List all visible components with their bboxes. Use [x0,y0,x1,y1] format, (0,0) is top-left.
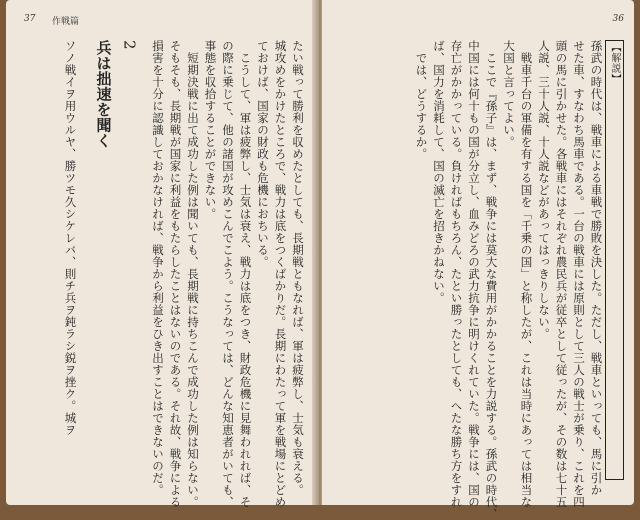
left-page [6,0,318,508]
body-line: 存亡がかかっている。負ければもちろん、たとい勝ったとしても、へたな勝ち方をすれ [449,40,464,508]
body-line: たい戦って勝利を収めたとしても、長期戦ともなれば、軍は疲弊し、士気も衰える。 [291,40,305,496]
body-line: 城攻めをかけたところで、戦力は底をつくばかりだ。長期にわたって軍を戦場にとどめ [273,40,288,508]
body-line: 頭の馬に引かせた。各戦車にはそれぞれ農民兵が従卒として従ったが、その数は七十五 [554,40,569,508]
body-line: ておけば、国家の財政も危機におちいる。 [256,40,270,268]
body-line: ば、国力を消耗して、国の滅亡を招きかねない。 [432,40,446,304]
body-line: こうして、軍は疲弊し、士気は衰え、戦力は底をつき、財政危機に見舞われれば、そ [238,40,253,508]
section-number: 2 [120,40,139,51]
left-page-number: 37 [24,14,36,24]
body-line: 中国には何十もの国が分立し、血みどろの武力抗争に明けくれていた。戦争には、国の [467,40,481,508]
left-text-column [16,40,306,508]
commentary-label: 【解説】 [605,40,625,480]
body-line: そもそも、長期戦が国家に利益をもたらしたことはないのである。それ故、戦争による [168,40,183,508]
body-line: 戦車千台の軍備を有する国を「千乗の国」と称したが、これは当時にあっては相当な [519,40,534,508]
body-line: の際に乗じて、他の諸国が攻めこんでこよう。こうなっては、どんな知恵者がいても、 [221,40,235,508]
body-line: せた車、すなわち馬車である。一台の戦車には原則として三人の戦士が乗り、これを四 [572,40,586,508]
quote-line: ソノ戦イヲ用ウルヤ、勝ツモ久シケレバ、則チ兵ヲ鈍ラシ鋭ヲ挫ク。城ヲ [63,40,78,436]
body-line: 事態を収拾することができない。 [203,40,218,220]
body-line: 短期決戦に出て成功した例は聞いても、長期戦に持ちこんで成功した例は知らない。 [186,40,200,508]
body-line: 損害を十分に認識しておかなければ、戦争から利益をひき出すことはできないのだ。 [151,40,165,496]
body-line: では、どうするか。 [414,40,429,160]
section-title: 兵は拙速を聞く [94,40,113,149]
body-line: 人説、三十人説、十人説などがあってはっきりしない。 [537,40,551,340]
body-line: ここで『孫子』は、まず、戦争には莫大な費用がかかることを力説する。孫武の時代、 [484,40,499,520]
right-page-number: 36 [612,14,624,24]
right-text-column [342,40,624,520]
running-title: 作戦篇 [52,17,80,27]
body-line: 大国と言ってよい。 [502,40,516,148]
right-page [322,0,634,520]
section-heading [91,40,143,480]
body-line: 孫武の時代は、戦車による車戦で勝敗を決した。ただし、戦車といっても、馬に引か [589,40,604,496]
